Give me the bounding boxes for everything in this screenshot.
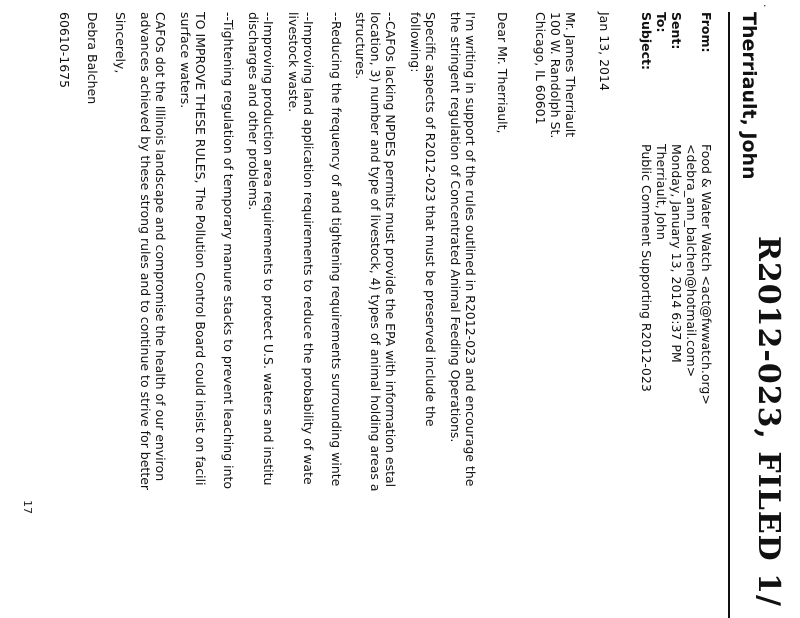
- signature: [85, 12, 100, 618]
- paragraph-line: --CAFOs lacking NPDES permits must provide the EPA with information estal: [383, 12, 398, 488]
- salutation-text: Dear Mr. Therriault,: [495, 12, 510, 134]
- paragraph-line: advances achieved by these strong rules and to continue to strive for better: [138, 12, 153, 491]
- sent-label: Sent:: [669, 12, 684, 50]
- paragraph-line: surface waters.: [178, 12, 193, 109]
- sent-value: Monday, January 13, 2014 6:37 PM: [669, 144, 684, 363]
- list-item-npdes: [353, 12, 398, 618]
- list-item-winter: [329, 12, 344, 618]
- header-divider: [728, 12, 730, 618]
- sender-name-heading: Therriault, John: [738, 12, 760, 180]
- paragraph-line: location, 3) number and type of livestock, 4) types of animal holding areas a: [368, 12, 383, 492]
- salutation: [495, 12, 510, 618]
- letter-date: [597, 12, 612, 618]
- from-value-line-1: Food & Water Watch <act@fwwatch.org>: [699, 144, 714, 405]
- from-value-line-2: <debra_ann_balchen@hotmail.com>: [684, 144, 699, 378]
- address-line: 100 W. Randolph St.: [548, 12, 563, 139]
- paragraph-line: livestock waste.: [286, 12, 301, 113]
- paragraph-line: Specific aspects of R2012-023 that must be preserved include the: [423, 12, 438, 427]
- intro-paragraph: [448, 12, 478, 618]
- to-value: Therriault, John: [654, 144, 669, 240]
- paragraph-line: TO IMPROVE THESE RULES, The Pollution Control Board could insist on facili: [193, 12, 208, 486]
- signature-text: Debra Balchen: [85, 12, 100, 105]
- recipient-address: [533, 12, 578, 618]
- paragraph-line: structures.: [353, 12, 368, 80]
- aspects-paragraph: [408, 12, 438, 618]
- paragraph-line: CAFOs dot the Illinois landscape and compromise the health of our environ: [153, 12, 168, 482]
- list-item-production-area: [246, 12, 276, 618]
- page-number: 17: [21, 500, 34, 514]
- subject-label: Subject:: [639, 12, 654, 70]
- date-text: Jan 13, 2014: [597, 12, 612, 91]
- paragraph-line: the stringent regulation of Concentrated Animal Feeding Operations.: [448, 12, 463, 443]
- scan-speck: .: [761, 4, 774, 8]
- paragraph-line: --Reducing the frequency of and tightening requirements surrounding winte: [329, 12, 344, 487]
- paragraph-line: --Tightening regulation of temporary manure stacks to prevent leaching into: [221, 12, 236, 490]
- paragraph-line: --Improving production area requirements to protect U.S. waters and institu: [261, 12, 276, 486]
- address-line: Chicago, IL 60601: [533, 12, 548, 125]
- filing-stamp: R2012-023, FILED 1/: [751, 236, 786, 607]
- paragraph-line: following:: [408, 12, 423, 73]
- zip-text: 60610-1675: [57, 12, 72, 89]
- address-line: Mr. James Therriault: [563, 12, 578, 138]
- zip-code: [57, 12, 72, 618]
- to-label: To:: [654, 12, 669, 33]
- paragraph-line: discharges and other problems.: [246, 12, 261, 211]
- closing: [113, 12, 128, 618]
- closing-text: Sincerely,: [113, 12, 128, 74]
- from-row: [684, 12, 714, 618]
- list-item-land-application: [286, 12, 316, 618]
- subject-value: Public Comment Supporting R2012-023: [639, 144, 654, 392]
- closing-paragraph: [138, 12, 168, 618]
- paragraph-line: --Improving land application requirements to reduce the probability of wate: [301, 12, 316, 485]
- emphasis-paragraph: [178, 12, 208, 618]
- list-item-manure-stacks: [221, 12, 236, 618]
- from-label: From:: [699, 12, 714, 53]
- paragraph-line: I'm writing in support of the rules outlined in R2012-023 and encourage the: [463, 12, 478, 487]
